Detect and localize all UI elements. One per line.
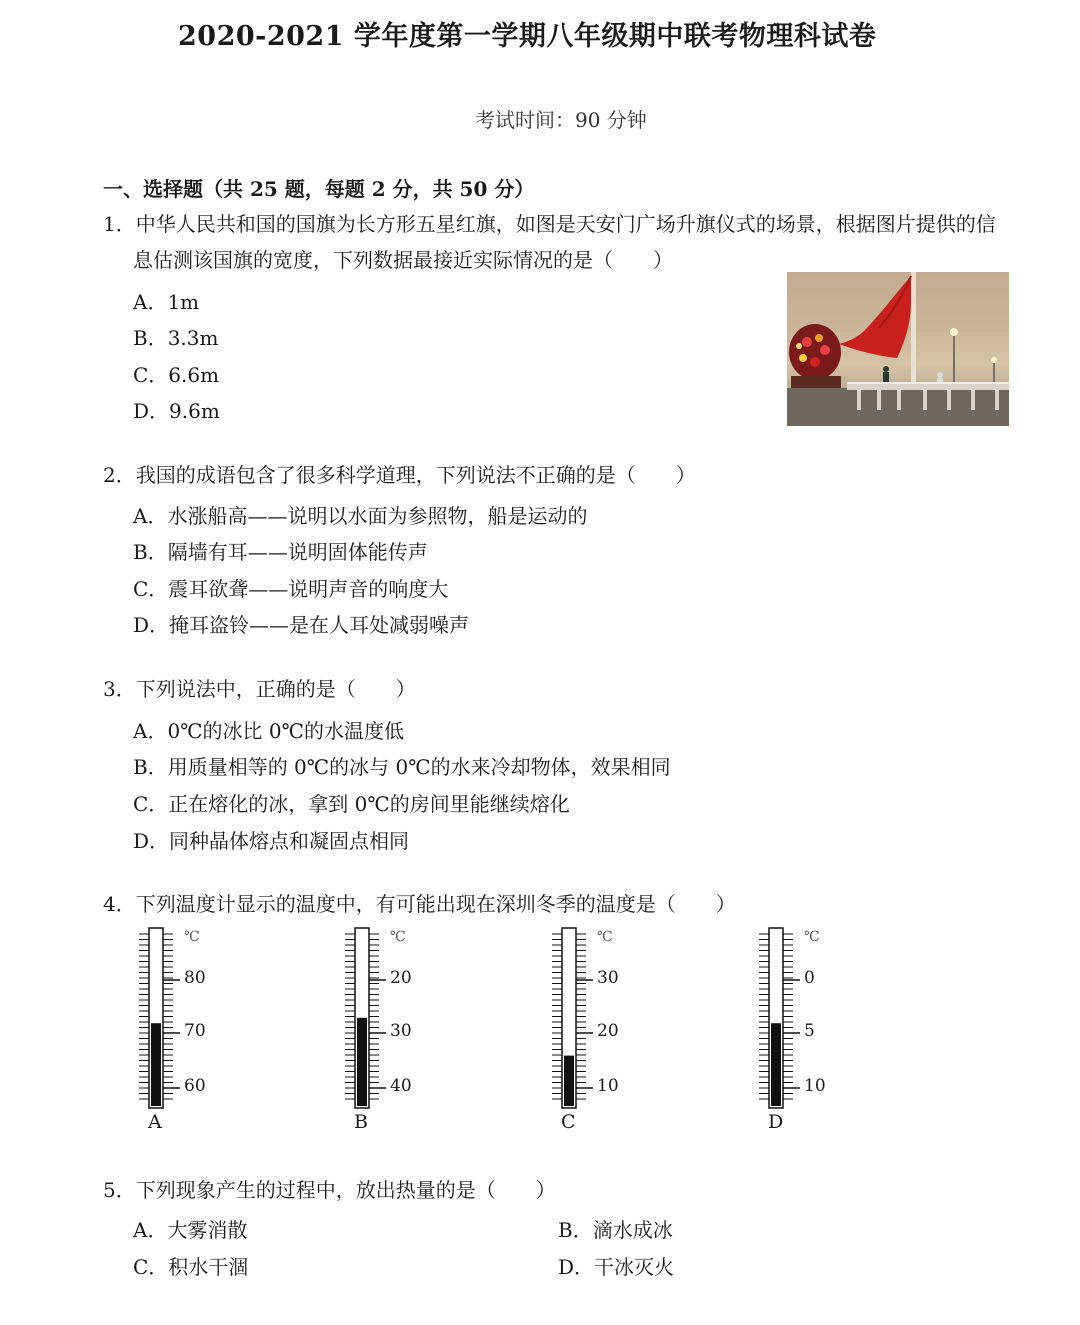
thermometer-tick-label: 30 [597, 968, 619, 988]
mercury-column [151, 1023, 161, 1106]
mercury-column [357, 1018, 367, 1106]
q3-option-a: A．0℃的冰比 0℃的水温度低 [133, 719, 404, 743]
thermometer-tick-label: 30 [390, 1021, 412, 1041]
thermometer-drawing [334, 926, 444, 1111]
question-2: 2．我国的成语包含了很多科学道理，下列说法不正确的是（ ） [103, 463, 696, 487]
thermometer-letter: D [768, 1111, 784, 1133]
thermometer-tick-label: 70 [184, 1021, 206, 1041]
thermometer-tick-label: 60 [184, 1076, 206, 1096]
exam-time: 考试时间：90 分钟 [475, 108, 647, 132]
thermometer-tick-label: 5 [804, 1021, 815, 1041]
thermometer-c [541, 926, 651, 1136]
thermometer-unit: ℃ [390, 929, 406, 945]
thermometer-letter: A [148, 1111, 162, 1133]
thermometer-drawing [128, 926, 238, 1111]
q2-option-c: C．震耳欲聋——说明声音的响度大 [133, 577, 449, 601]
thermometer-unit: ℃ [597, 929, 613, 945]
thermometer-d [748, 926, 858, 1136]
thermometer-unit: ℃ [804, 929, 820, 945]
q5-option-b: B．滴水成冰 [558, 1218, 673, 1242]
thermometer-tick-label: 0 [804, 968, 815, 988]
q1-option-c: C．6.6m [133, 363, 220, 387]
page-title: 2020-2021 学年度第一学期八年级期中联考物理科试卷 [178, 21, 877, 52]
thermometer-drawing [541, 926, 651, 1111]
thermometer-b [334, 926, 444, 1136]
q2-option-a: A．水涨船高——说明以水面为参照物，船是运动的 [133, 504, 588, 528]
q5-option-d: D．干冰灭火 [558, 1255, 675, 1279]
thermometer-tick-label: 40 [390, 1076, 412, 1096]
q1-option-a: A．1m [133, 290, 200, 314]
q5-option-c: C．积水干涸 [133, 1255, 249, 1279]
thermometer-tick-label: 10 [804, 1076, 826, 1096]
q2-option-d: D．掩耳盗铃——是在人耳处减弱噪声 [133, 613, 470, 637]
q1-option-b: B．3.3m [133, 326, 219, 350]
thermometer-unit: ℃ [184, 929, 200, 945]
thermometer-tick-label: 20 [390, 968, 412, 988]
q2-option-b: B．隔墙有耳——说明固体能传声 [133, 540, 428, 564]
q3-option-b: B．用质量相等的 0℃的冰与 0℃的水来冷却物体，效果相同 [133, 755, 671, 779]
thermometer-tick-label: 10 [597, 1076, 619, 1096]
question-3: 3．下列说法中，正确的是（ ） [103, 677, 416, 701]
thermometer-tick-label: 20 [597, 1021, 619, 1041]
thermometer-letter: B [354, 1111, 368, 1133]
q3-option-d: D．同种晶体熔点和凝固点相同 [133, 829, 410, 853]
thermometer-a [128, 926, 238, 1136]
q1-option-d: D．9.6m [133, 399, 220, 423]
question-1-line-2: 息估测该国旗的宽度，下列数据最接近实际情况的是（ ） [133, 248, 673, 272]
mercury-column [564, 1056, 574, 1106]
question-1-line-1: 1．中华人民共和国的国旗为长方形五星红旗，如图是天安门广场升旗仪式的场景，根据图片提供的信 [103, 212, 996, 236]
mercury-column [771, 1023, 781, 1106]
q5-option-a: A．大雾消散 [133, 1218, 248, 1242]
thermometer-drawing [748, 926, 858, 1111]
thermometer-letter: C [561, 1111, 576, 1133]
flag-raising-photo [787, 272, 1009, 426]
section-heading: 一、选择题（共 25 题，每题 2 分，共 50 分） [103, 177, 535, 201]
question-5: 5．下列现象产生的过程中，放出热量的是（ ） [103, 1178, 556, 1202]
thermometer-tick-label: 80 [184, 968, 206, 988]
q3-option-c: C．正在熔化的冰，拿到 0℃的房间里能继续熔化 [133, 792, 570, 816]
question-4: 4．下列温度计显示的温度中，有可能出现在深圳冬季的温度是（ ） [103, 892, 736, 916]
